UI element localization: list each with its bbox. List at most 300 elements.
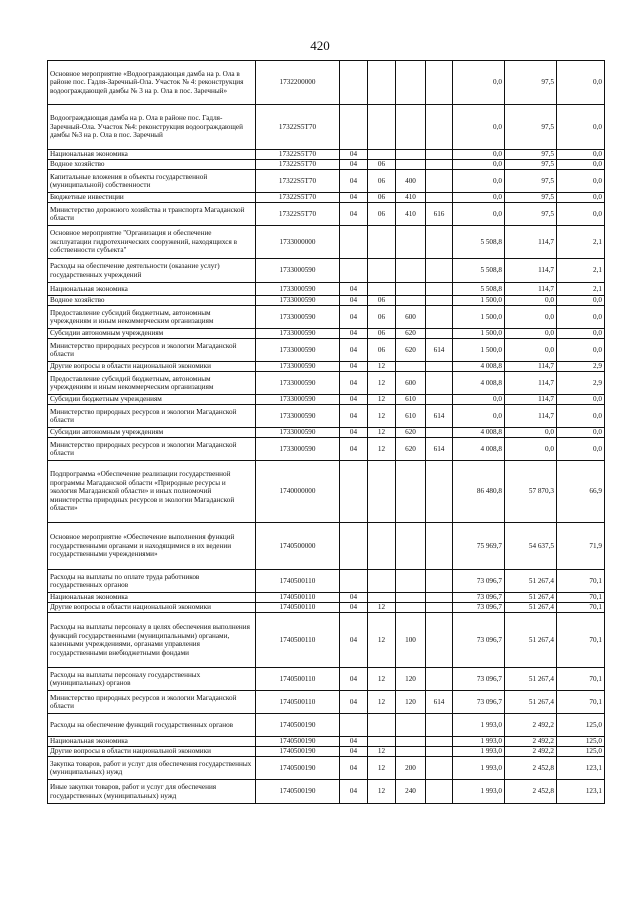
cell-grbs (426, 395, 453, 405)
table-row (48, 395, 605, 405)
cell-grbs (426, 329, 453, 339)
cell-pr (368, 150, 396, 160)
cell-rz: 04 (340, 283, 368, 296)
cell-csr: 1740500110 (256, 613, 340, 668)
cell-csr: 1733000590 (256, 329, 340, 339)
cell-v3: 2,1 (557, 259, 605, 283)
cell-v3: 2,1 (557, 283, 605, 296)
cell-v3: 0,0 (557, 203, 605, 226)
cell-v2: 51 267,4 (505, 570, 557, 593)
cell-v2: 2 492,2 (505, 714, 557, 737)
cell-grbs (426, 593, 453, 603)
cell-pr (368, 593, 396, 603)
cell-grbs (426, 283, 453, 296)
cell-grbs (426, 296, 453, 306)
cell-name: Национальная экономика (48, 150, 256, 160)
cell-v2: 51 267,4 (505, 593, 557, 603)
cell-name: Министерство природных ресурсов и экологии Магаданской области (48, 691, 256, 714)
cell-csr: 1733000590 (256, 428, 340, 438)
cell-v3: 0,0 (557, 329, 605, 339)
cell-vr: 620 (396, 428, 426, 438)
cell-v1: 1 993,0 (453, 780, 505, 804)
cell-v1: 1 993,0 (453, 714, 505, 737)
cell-name: Основное мероприятие «Водоограждающая дамба на р. Ола в районе пос. Гадля-Заречный-Ола. Участок № 4: реконструкция водоограждающей дамбы № 3 на р. Ола в пос. Заречный» (48, 61, 256, 105)
cell-v2: 97,5 (505, 61, 557, 105)
cell-rz: 04 (340, 193, 368, 203)
cell-rz: 04 (340, 428, 368, 438)
cell-v3: 2,9 (557, 362, 605, 372)
cell-pr: 12 (368, 780, 396, 804)
cell-grbs (426, 372, 453, 395)
table-row (48, 362, 605, 372)
cell-v1: 0,0 (453, 105, 505, 150)
cell-grbs (426, 170, 453, 193)
cell-v3: 2,1 (557, 226, 605, 259)
table-row (48, 306, 605, 329)
cell-name: Предоставление субсидий бюджетным, автономным учреждениям и иным некоммерческим организациям (48, 306, 256, 329)
cell-csr: 1740500110 (256, 603, 340, 613)
cell-rz: 04 (340, 372, 368, 395)
cell-name: Основное мероприятие "Организация и обеспечение эксплуатации гидротехнических сооружений, находящихся в собственности субъекта" (48, 226, 256, 259)
cell-v2: 0,0 (505, 438, 557, 461)
cell-v2: 97,5 (505, 203, 557, 226)
cell-pr (368, 259, 396, 283)
cell-v1: 0,0 (453, 395, 505, 405)
cell-csr: 1733000590 (256, 405, 340, 428)
cell-v1: 0,0 (453, 405, 505, 428)
cell-v1: 5 508,8 (453, 283, 505, 296)
cell-v2: 97,5 (505, 160, 557, 170)
cell-grbs (426, 737, 453, 747)
cell-v3: 125,0 (557, 714, 605, 737)
cell-v1: 4 008,8 (453, 428, 505, 438)
cell-v1: 73 096,7 (453, 668, 505, 691)
table-row (48, 570, 605, 593)
cell-rz (340, 259, 368, 283)
cell-csr: 1740500110 (256, 570, 340, 593)
cell-csr: 1733000590 (256, 259, 340, 283)
cell-v3: 125,0 (557, 747, 605, 757)
cell-rz (340, 714, 368, 737)
cell-rz: 04 (340, 593, 368, 603)
cell-csr: 17322S5T70 (256, 160, 340, 170)
cell-rz: 04 (340, 747, 368, 757)
cell-pr (368, 105, 396, 150)
cell-name: Министерство дорожного хозяйства и транспорта Магаданской области (48, 203, 256, 226)
cell-pr (368, 570, 396, 593)
cell-pr (368, 226, 396, 259)
cell-v2: 0,0 (505, 329, 557, 339)
cell-v3: 70,1 (557, 668, 605, 691)
cell-grbs (426, 105, 453, 150)
page-number: 420 (310, 38, 330, 53)
cell-csr: 1740500110 (256, 668, 340, 691)
cell-vr: 620 (396, 329, 426, 339)
cell-vr (396, 226, 426, 259)
cell-v2: 51 267,4 (505, 613, 557, 668)
cell-grbs (426, 259, 453, 283)
cell-pr: 12 (368, 438, 396, 461)
cell-name: Национальная экономика (48, 283, 256, 296)
cell-vr (396, 362, 426, 372)
cell-vr (396, 603, 426, 613)
cell-pr (368, 737, 396, 747)
cell-csr: 1740500110 (256, 593, 340, 603)
cell-vr (396, 160, 426, 170)
cell-v1: 1 993,0 (453, 757, 505, 780)
cell-v2: 114,7 (505, 259, 557, 283)
cell-v2: 0,0 (505, 339, 557, 362)
cell-rz: 04 (340, 203, 368, 226)
cell-v1: 5 508,8 (453, 259, 505, 283)
cell-csr: 1733000590 (256, 306, 340, 329)
cell-csr: 1740500110 (256, 691, 340, 714)
table-row (48, 105, 605, 150)
cell-v2: 114,7 (505, 362, 557, 372)
cell-vr: 610 (396, 395, 426, 405)
cell-v3: 0,0 (557, 160, 605, 170)
cell-v3: 0,0 (557, 405, 605, 428)
table-row (48, 613, 605, 668)
cell-grbs (426, 193, 453, 203)
cell-v2: 54 637,5 (505, 523, 557, 570)
cell-csr: 17322S5T70 (256, 105, 340, 150)
cell-v1: 0,0 (453, 170, 505, 193)
cell-v1: 4 008,8 (453, 438, 505, 461)
table-row (48, 757, 605, 780)
cell-grbs: 616 (426, 203, 453, 226)
cell-csr: 1733000000 (256, 226, 340, 259)
table-row (48, 668, 605, 691)
cell-v1: 73 096,7 (453, 593, 505, 603)
cell-vr: 100 (396, 613, 426, 668)
cell-pr: 12 (368, 668, 396, 691)
budget-table-body (48, 61, 605, 804)
cell-name: Водное хозяйство (48, 160, 256, 170)
cell-pr: 12 (368, 405, 396, 428)
cell-name: Расходы на выплаты по оплате труда работников государственных органов (48, 570, 256, 593)
cell-csr: 1732200000 (256, 61, 340, 105)
cell-rz: 04 (340, 737, 368, 747)
cell-name: Расходы на выплаты персоналу в целях обеспечения выполнения функций государственными (муниципальными) органами, казенными учреждениями, органами управления государственными внебюджетными фондами (48, 613, 256, 668)
cell-csr: 1733000590 (256, 283, 340, 296)
cell-pr: 12 (368, 757, 396, 780)
cell-vr: 410 (396, 203, 426, 226)
cell-vr (396, 283, 426, 296)
cell-v3: 0,0 (557, 438, 605, 461)
cell-grbs (426, 757, 453, 780)
cell-v1: 1 500,0 (453, 329, 505, 339)
table-row (48, 593, 605, 603)
cell-rz (340, 226, 368, 259)
cell-pr: 06 (368, 296, 396, 306)
cell-vr (396, 570, 426, 593)
cell-v3: 123,1 (557, 780, 605, 804)
cell-v1: 0,0 (453, 61, 505, 105)
cell-vr: 610 (396, 405, 426, 428)
cell-name: Субсидии бюджетным учреждениям (48, 395, 256, 405)
cell-name: Другие вопросы в области национальной экономики (48, 747, 256, 757)
cell-vr (396, 61, 426, 105)
cell-v1: 1 500,0 (453, 296, 505, 306)
cell-v2: 97,5 (505, 170, 557, 193)
table-row (48, 737, 605, 747)
table-row (48, 259, 605, 283)
cell-name: Субсидии автономным учреждениям (48, 428, 256, 438)
cell-grbs (426, 428, 453, 438)
cell-csr: 1740000000 (256, 461, 340, 523)
cell-v2: 2 452,8 (505, 757, 557, 780)
cell-v2: 0,0 (505, 306, 557, 329)
cell-rz: 04 (340, 438, 368, 461)
cell-pr: 12 (368, 395, 396, 405)
cell-csr: 1733000590 (256, 395, 340, 405)
cell-vr: 120 (396, 668, 426, 691)
cell-grbs (426, 306, 453, 329)
cell-v1: 4 008,8 (453, 362, 505, 372)
cell-v3: 70,1 (557, 613, 605, 668)
cell-pr: 06 (368, 339, 396, 362)
cell-csr: 17322S5T70 (256, 170, 340, 193)
cell-rz: 04 (340, 691, 368, 714)
table-row (48, 461, 605, 523)
cell-vr: 120 (396, 691, 426, 714)
cell-grbs (426, 603, 453, 613)
cell-name: Министерство природных ресурсов и экологии Магаданской области (48, 339, 256, 362)
cell-v1: 0,0 (453, 193, 505, 203)
cell-v3: 0,0 (557, 428, 605, 438)
cell-rz: 04 (340, 395, 368, 405)
cell-grbs (426, 160, 453, 170)
cell-v3: 2,9 (557, 372, 605, 395)
cell-rz: 04 (340, 780, 368, 804)
cell-v3: 0,0 (557, 150, 605, 160)
cell-pr: 12 (368, 691, 396, 714)
cell-v2: 0,0 (505, 296, 557, 306)
cell-vr (396, 523, 426, 570)
cell-pr: 06 (368, 203, 396, 226)
cell-pr: 12 (368, 372, 396, 395)
cell-pr: 06 (368, 306, 396, 329)
table-row (48, 691, 605, 714)
cell-name: Другие вопросы в области национальной экономики (48, 362, 256, 372)
cell-v1: 75 969,7 (453, 523, 505, 570)
table-row (48, 296, 605, 306)
cell-v2: 114,7 (505, 372, 557, 395)
table-row (48, 339, 605, 362)
cell-pr: 12 (368, 747, 396, 757)
cell-grbs (426, 461, 453, 523)
cell-rz: 04 (340, 757, 368, 780)
cell-name: Субсидии автономным учреждениям (48, 329, 256, 339)
cell-v1: 86 480,8 (453, 461, 505, 523)
cell-vr (396, 737, 426, 747)
cell-v3: 0,0 (557, 170, 605, 193)
cell-v3: 0,0 (557, 105, 605, 150)
cell-pr: 12 (368, 362, 396, 372)
cell-name: Основное мероприятие «Обеспечение выполнения функций государственными органами и находящимися в их ведении государственными учреждениями» (48, 523, 256, 570)
cell-csr: 1733000590 (256, 372, 340, 395)
cell-vr (396, 461, 426, 523)
cell-pr (368, 61, 396, 105)
cell-csr: 1740500190 (256, 714, 340, 737)
cell-v2: 51 267,4 (505, 691, 557, 714)
cell-v3: 70,1 (557, 570, 605, 593)
cell-csr: 1733000590 (256, 362, 340, 372)
cell-v3: 0,0 (557, 296, 605, 306)
cell-v1: 1 993,0 (453, 747, 505, 757)
cell-v3: 125,0 (557, 737, 605, 747)
cell-name: Министерство природных ресурсов и экологии Магаданской области (48, 405, 256, 428)
cell-rz: 04 (340, 329, 368, 339)
cell-vr: 400 (396, 170, 426, 193)
cell-rz (340, 461, 368, 523)
cell-rz: 04 (340, 613, 368, 668)
cell-vr (396, 593, 426, 603)
cell-csr: 17322S5T70 (256, 193, 340, 203)
cell-vr: 600 (396, 306, 426, 329)
cell-v2: 51 267,4 (505, 603, 557, 613)
cell-v2: 114,7 (505, 405, 557, 428)
cell-v2: 57 870,3 (505, 461, 557, 523)
table-row (48, 329, 605, 339)
cell-csr: 17322S5T70 (256, 150, 340, 160)
cell-rz: 04 (340, 362, 368, 372)
cell-csr: 1740500190 (256, 747, 340, 757)
cell-pr (368, 523, 396, 570)
cell-v1: 0,0 (453, 203, 505, 226)
table-row (48, 428, 605, 438)
cell-grbs (426, 61, 453, 105)
cell-grbs (426, 780, 453, 804)
table-row (48, 203, 605, 226)
cell-grbs (426, 714, 453, 737)
cell-v2: 114,7 (505, 395, 557, 405)
cell-vr (396, 259, 426, 283)
cell-vr (396, 150, 426, 160)
cell-v3: 0,0 (557, 395, 605, 405)
cell-pr (368, 461, 396, 523)
cell-rz: 04 (340, 170, 368, 193)
cell-rz (340, 105, 368, 150)
table-row (48, 523, 605, 570)
cell-rz (340, 570, 368, 593)
cell-v3: 70,1 (557, 691, 605, 714)
cell-grbs (426, 747, 453, 757)
cell-grbs: 614 (426, 339, 453, 362)
table-row (48, 780, 605, 804)
cell-grbs: 614 (426, 438, 453, 461)
cell-name: Национальная экономика (48, 593, 256, 603)
table-row (48, 193, 605, 203)
cell-vr (396, 105, 426, 150)
cell-csr: 1733000590 (256, 339, 340, 362)
cell-csr: 1740500000 (256, 523, 340, 570)
cell-name: Водоограждающая дамба на р. Ола в районе пос. Гадля-Заречный-Ола. Участок №4: реконструкция водоограждающей дамбы №3 на р. Ола в пос. Заречный (48, 105, 256, 150)
cell-rz: 04 (340, 296, 368, 306)
cell-csr: 1740500190 (256, 780, 340, 804)
cell-v1: 4 008,8 (453, 372, 505, 395)
cell-v2: 97,5 (505, 105, 557, 150)
cell-v1: 0,0 (453, 160, 505, 170)
cell-v3: 71,9 (557, 523, 605, 570)
cell-v2: 97,5 (505, 193, 557, 203)
cell-pr: 12 (368, 613, 396, 668)
cell-name: Водное хозяйство (48, 296, 256, 306)
cell-pr: 06 (368, 193, 396, 203)
table-row (48, 438, 605, 461)
table-row (48, 61, 605, 105)
cell-vr: 240 (396, 780, 426, 804)
cell-grbs: 614 (426, 691, 453, 714)
cell-name: Национальная экономика (48, 737, 256, 747)
cell-name: Другие вопросы в области национальной экономики (48, 603, 256, 613)
cell-grbs (426, 613, 453, 668)
table-row (48, 372, 605, 395)
cell-pr (368, 714, 396, 737)
cell-v2: 2 492,2 (505, 737, 557, 747)
cell-name: Подпрограмма «Обеспечение реализации государственной программы Магаданской области «Природные ресурсы и экология Магаданской области» и иных полномочий министерства природных ресурсов и экологии Магаданской области» (48, 461, 256, 523)
cell-rz: 04 (340, 405, 368, 428)
cell-name: Капитальные вложения в объекты государственной (муниципальной) собственности (48, 170, 256, 193)
cell-v1: 1 993,0 (453, 737, 505, 747)
cell-v1: 73 096,7 (453, 613, 505, 668)
cell-vr: 620 (396, 339, 426, 362)
cell-v1: 5 508,8 (453, 226, 505, 259)
budget-table (47, 60, 605, 804)
cell-grbs (426, 150, 453, 160)
cell-pr: 06 (368, 329, 396, 339)
cell-csr: 17322S5T70 (256, 203, 340, 226)
cell-v1: 1 500,0 (453, 306, 505, 329)
cell-v3: 0,0 (557, 193, 605, 203)
table-row (48, 160, 605, 170)
cell-rz: 04 (340, 603, 368, 613)
cell-rz: 04 (340, 339, 368, 362)
cell-rz (340, 61, 368, 105)
cell-csr: 1740500190 (256, 737, 340, 747)
cell-rz: 04 (340, 160, 368, 170)
cell-v2: 0,0 (505, 428, 557, 438)
cell-v1: 1 500,0 (453, 339, 505, 362)
cell-v3: 66,9 (557, 461, 605, 523)
cell-v1: 73 096,7 (453, 570, 505, 593)
cell-v1: 73 096,7 (453, 603, 505, 613)
cell-v2: 2 492,2 (505, 747, 557, 757)
cell-v2: 2 452,8 (505, 780, 557, 804)
cell-vr: 200 (396, 757, 426, 780)
cell-name: Министерство природных ресурсов и экологии Магаданской области (48, 438, 256, 461)
cell-rz: 04 (340, 668, 368, 691)
cell-grbs (426, 570, 453, 593)
cell-grbs (426, 226, 453, 259)
table-row (48, 405, 605, 428)
cell-rz (340, 523, 368, 570)
cell-grbs (426, 668, 453, 691)
cell-rz: 04 (340, 306, 368, 329)
cell-v3: 70,1 (557, 603, 605, 613)
table-row (48, 170, 605, 193)
cell-v3: 0,0 (557, 306, 605, 329)
table-row (48, 150, 605, 160)
cell-name: Предоставление субсидий бюджетным, автономным учреждениям и иным некоммерческим организациям (48, 372, 256, 395)
table-row (48, 226, 605, 259)
cell-vr (396, 714, 426, 737)
cell-grbs (426, 362, 453, 372)
table-row (48, 714, 605, 737)
cell-v2: 114,7 (505, 283, 557, 296)
cell-v3: 0,0 (557, 339, 605, 362)
